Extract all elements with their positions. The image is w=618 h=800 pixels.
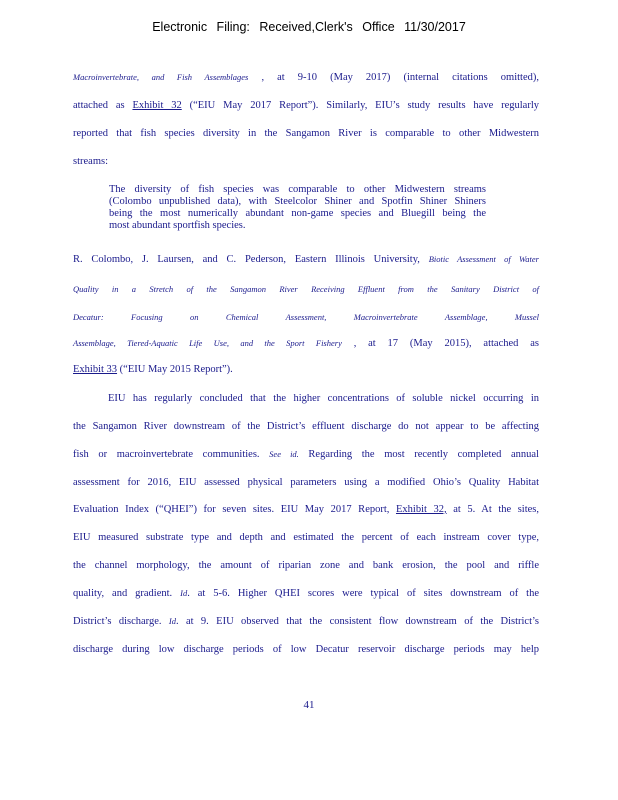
citation-title-line: Decatur: Focusing on Chemical Assessment, Macroinvertebrate Assemblage, Mussel — [73, 312, 539, 322]
citation-title: Biotic Assessment of Water — [428, 254, 539, 264]
signal-id: Id — [180, 588, 188, 598]
text-line: the channel morphology, the amount of riparian zone and bank erosion, the pool and riffle — [73, 560, 539, 571]
filing-header: Electronic Filing: Received,Clerk's Office 11/30/2017 — [152, 20, 466, 34]
text-line: EIU measured substrate type and depth and estimated the percent of each instream cover type, — [73, 532, 539, 543]
text-line: quality, and gradient. Id. at 5-6. Higher QHEI scores were typical of sites downstream of the — [73, 588, 539, 599]
page-number: 41 — [303, 699, 315, 711]
signal-see-id: See id. — [269, 449, 299, 459]
text-line: fish or macroinvertebrate communities. See id. Regarding the most recently completed annual — [73, 449, 539, 460]
text-line: District’s discharge. Id. at 9. EIU observed that the consistent flow downstream of the District’s — [73, 616, 540, 627]
text-line: Exhibit 33 (“EIU May 2015 Report”). — [73, 364, 233, 375]
text-line: discharge during low discharge periods of low Decatur reservoir discharge periods may help — [73, 644, 539, 655]
text-line: the Sangamon River downstream of the District’s effluent discharge do not appear to be affecting — [73, 421, 539, 432]
signal-id: Id — [168, 616, 176, 626]
citation-title-line: Quality in a Stretch of the Sangamon River Receiving Effluent from the Sanitary District of — [73, 284, 539, 294]
text-line: streams: — [73, 156, 108, 167]
text-line: Macroinvertebrate, and Fish Assemblages , at 9-10 (May 2017) (internal citations omitted), — [73, 72, 539, 83]
text-line: attached as Exhibit 32 (“EIU May 2017 Report”). Similarly, EIU’s study results have regularly — [73, 100, 539, 111]
exhibit-32-link[interactable]: Exhibit 32, — [395, 504, 447, 515]
exhibit-33-link[interactable]: Exhibit 33 — [73, 364, 118, 375]
text-line: reported that fish species diversity in the Sangamon River is comparable to other Midwestern — [73, 128, 539, 139]
citation-title: Macroinvertebrate, and Fish Assemblages — [73, 72, 249, 82]
text-line: Assemblage, Tiered-Aquatic Life Use, and the Sport Fishery , at 17 (May 2015), attached as — [73, 338, 539, 349]
text-line: Evaluation Index (“QHEI”) for seven sites. EIU May 2017 Report, Exhibit 32, at 5. At the sites, — [73, 504, 540, 515]
citation-title: Assemblage, Tiered-Aquatic Life Use, and the Sport Fishery — [73, 338, 342, 348]
text-line: EIU has regularly concluded that the higher concentrations of soluble nickel occurring in — [108, 393, 539, 404]
exhibit-32-link[interactable]: Exhibit 32 — [132, 100, 182, 111]
text-line: assessment for 2016, EIU assessed physical parameters using a modified Ohio’s Quality Habitat — [73, 477, 539, 488]
block-quote: The diversity of fish species was comparable to other Midwestern streams (Colombo unpublished data), with Steelcolor Shiner and Spotfin Shiner Shiners being the most numerically abundant non-game species and Bluegill being the most abundant sportfish species. — [109, 184, 486, 231]
text-line: R. Colombo, J. Laursen, and C. Pederson, Eastern Illinois University, Biotic Assessment of Water — [73, 254, 539, 265]
